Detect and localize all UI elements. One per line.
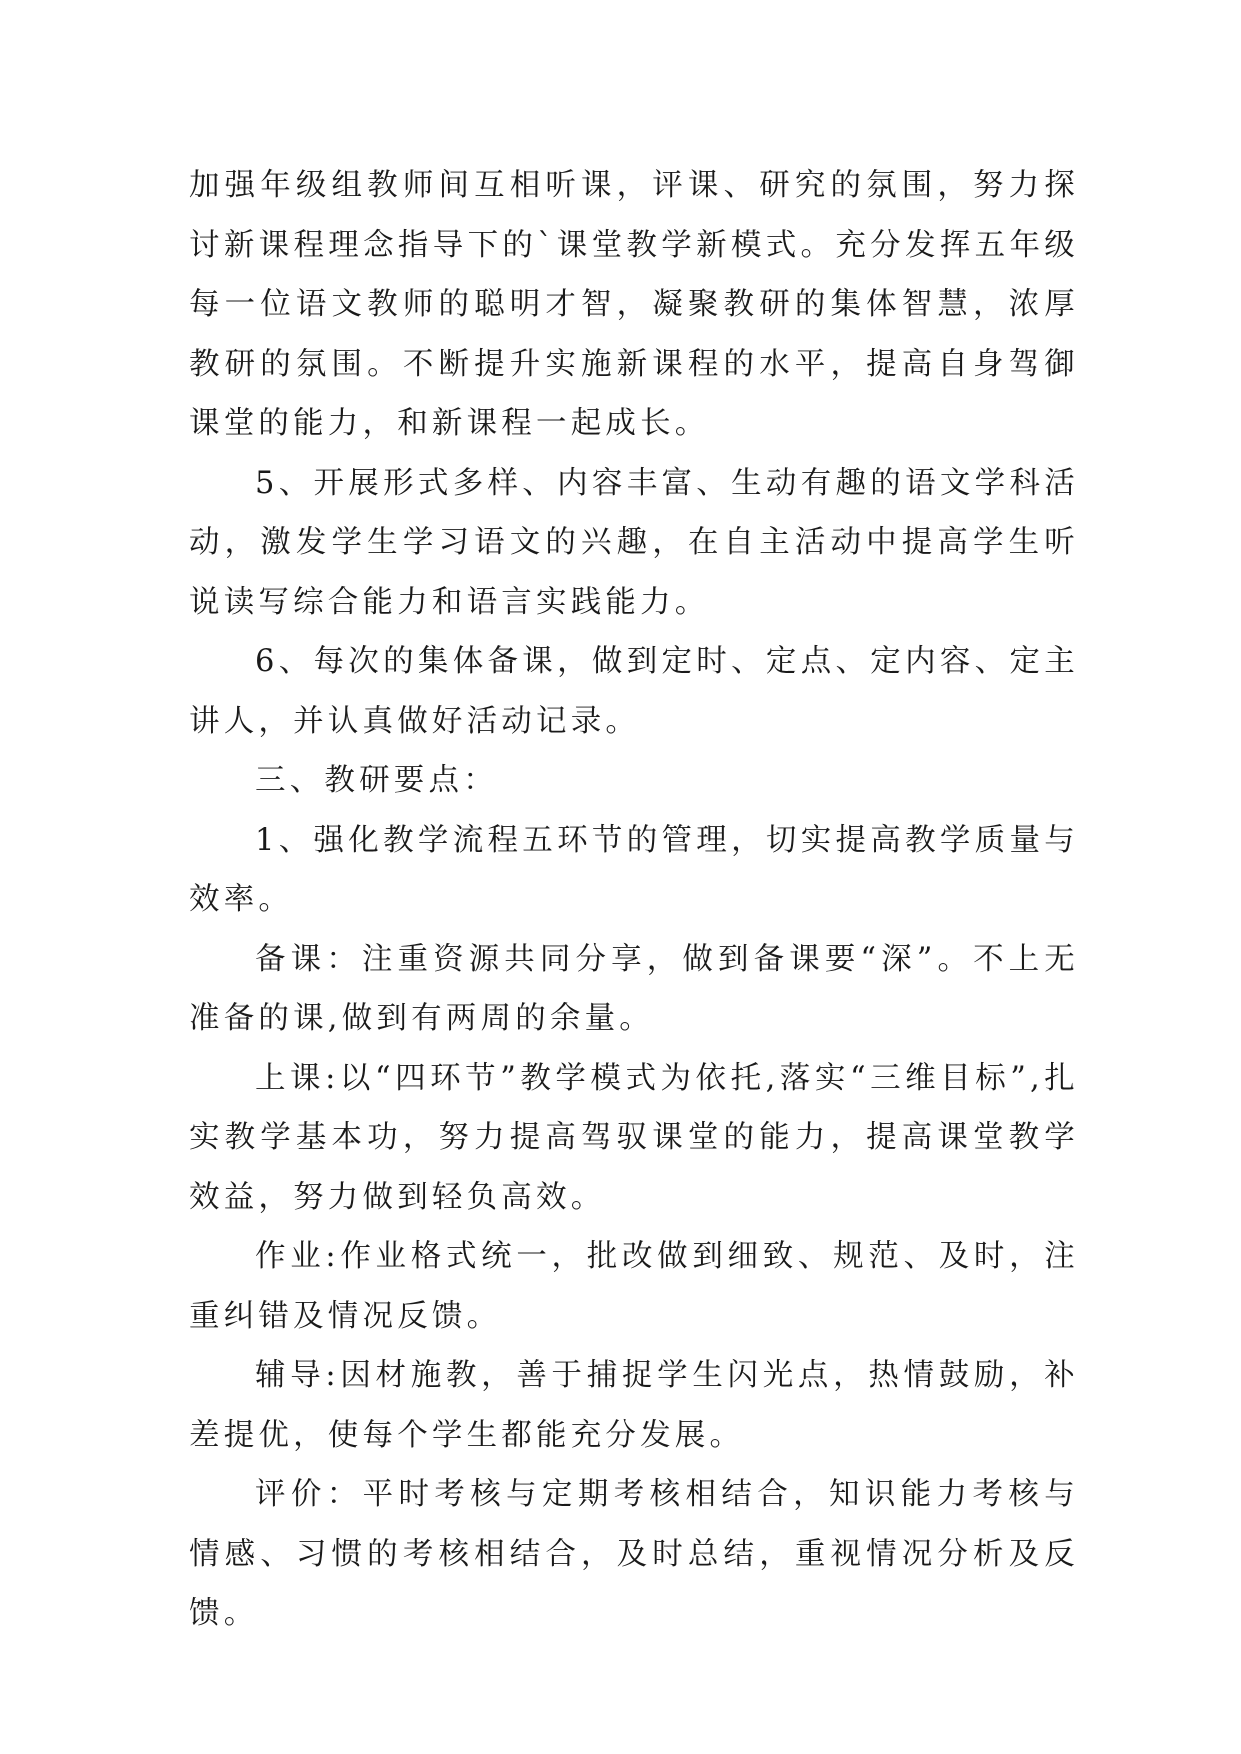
paragraph-point-1: 1、强化教学流程五环节的管理，切实提高教学质量与效率。 — [189, 822, 1079, 917]
section-heading-teaching-research-points: 三、教研要点： — [255, 763, 498, 798]
paragraph-tutoring: 辅导:因材施教，善于捕捉学生闪光点，热情鼓励，补差提优，使每个学生都能充分发展。 — [189, 1358, 1079, 1453]
document-body — [189, 156, 1079, 1644]
paragraph-lesson-preparation: 备课：注重资源共同分享，做到备课要“深”。不上无准备的课,做到有两周的余量。 — [189, 941, 1079, 1036]
paragraph-evaluation: 评价：平时考核与定期考核相结合，知识能力考核与情感、习惯的考核相结合，及时总结，重视情况分析及反馈。 — [189, 1477, 1079, 1631]
paragraph-item-5: 5、开展形式多样、内容丰富、生动有趣的语文学科活动，激发学生学习语文的兴趣，在自主活动中提高学生听说读写综合能力和语言实践能力。 — [189, 465, 1079, 620]
paragraph-continuation: 加强年级组教师间互相听课，评课、研究的氛围，努力探讨新课程理念指导下的`课堂教学新模式。充分发挥五年级每一位语文教师的聪明才智，凝聚教研的集体智慧，浓厚教研的氛围。不断提升实施新课程的水平，提高自身驾御课堂的能力，和新课程一起成长。 — [189, 168, 1079, 441]
paragraph-item-6: 6、每次的集体备课，做到定时、定点、定内容、定主讲人，并认真做好活动记录。 — [189, 644, 1079, 739]
paragraph-class-teaching: 上课:以“四环节”教学模式为依托,落实“三维目标”,扎实教学基本功，努力提高驾驭课堂的能力，提高课堂教学效益，努力做到轻负高效。 — [189, 1060, 1079, 1215]
paragraph-homework: 作业:作业格式统一，批改做到细致、规范、及时，注重纠错及情况反馈。 — [189, 1239, 1079, 1334]
